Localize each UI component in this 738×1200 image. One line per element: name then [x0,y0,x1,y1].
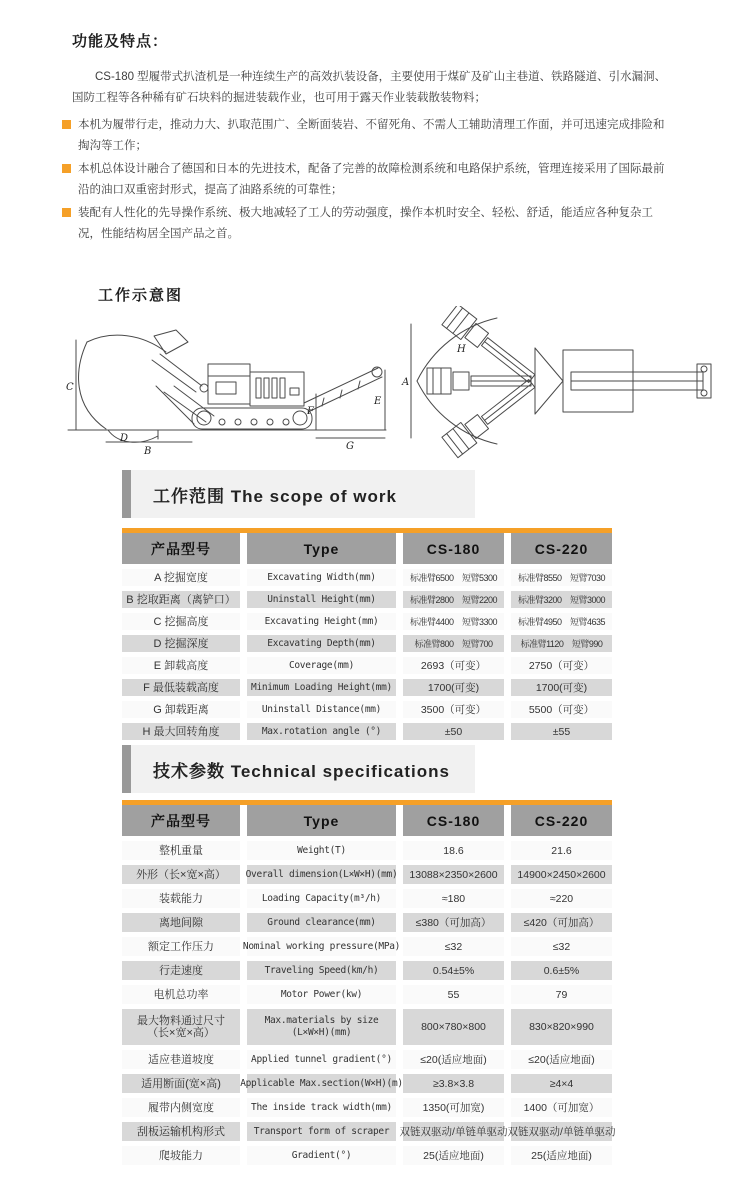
cs220-value: ≈220 [511,889,612,908]
cs220-value: 双链双驱动/单链单驱动 [511,1122,612,1141]
table-row [122,1050,612,1069]
table-row [122,889,612,908]
orange-square-bullet-icon [62,208,71,217]
features-list [72,115,670,245]
table-row [122,1146,612,1165]
table-row [122,961,612,980]
orange-square-bullet-icon [62,164,71,173]
col-header-cs180: CS-180 [403,533,504,564]
row-label: B 挖取距离（离铲口） [122,591,240,608]
dim-label-E: E [374,396,382,407]
cs220-value: ±55 [511,723,612,740]
table-row [122,635,612,652]
row-type: Uninstall Distance(mm) [247,701,396,718]
row-type: Gradient(°) [247,1146,396,1165]
feature-text: 装配有人性化的先导操作系统、极大地减轻了工人的劳动强度，操作本机时安全、轻松、舒适，能适应各种复杂工况，性能结构居全国产品之首。 [78,207,653,240]
dim-label-C: C [66,382,74,393]
cs180-value: ≈180 [403,889,504,908]
table-row [122,1098,612,1117]
specs-heading-text: 技术参数 Technical specifications [153,761,450,781]
row-type: Nominal working pressure(MPa) [247,937,396,956]
table-row [122,985,612,1004]
feature-item [72,159,670,201]
features-title: 功能及特点： [72,33,169,50]
feature-item [72,115,670,157]
table-row [122,937,612,956]
feature-text: 本机总体设计融合了德国和日本的先进技术，配备了完善的故障检测系统和电路保护系统，管理连接采用了国际最前沿的油口双重密封形式，提高了油路系统的可靠性； [78,163,665,196]
cs180-value: 双链双驱动/单链单驱动 [403,1122,504,1141]
cs220-value: 1700(可变) [511,679,612,696]
features-intro: CS-180 型履带式扒渣机是一种连续生产的高效扒装设备，主要使用于煤矿及矿山主巷道、铁路隧道、引水漏洞、国防工程等各种稀有矿石块料的掘进装载作业，也可用于露天作业装载散装物料； [72,71,667,104]
row-label: 行走速度 [122,961,240,980]
scope-table [122,528,612,740]
cs180-value: ≤32 [403,937,504,956]
table-row [122,613,612,630]
cs220-value: 5500（可变） [511,701,612,718]
cs180-value: ≤380（可加高） [403,913,504,932]
cs220-value: 21.6 [511,841,612,860]
cs220-value: 标准臂3200 短臂3000 [511,591,612,608]
cs180-value: 0.54±5% [403,961,504,980]
scope-section-heading [122,470,475,518]
row-type: Traveling Speed(km/h) [247,961,396,980]
feature-text: 本机为履带行走，推动力大、扒取范围广、全断面装岩、不留死角、不需人工辅助清理工作面，并可迅速完成排险和掏沟等工作； [78,119,665,152]
row-type-line: (L×W×H)(mm) [291,1027,352,1038]
row-type: Excavating Height(mm) [247,613,396,630]
table-row [122,841,612,860]
row-type: Minimum Loading Height(mm) [247,679,396,696]
cs220-value: ≤32 [511,937,612,956]
table-row [122,913,612,932]
dim-label-H: H [457,344,466,355]
table-row [122,1122,616,1141]
specs-table-header [122,805,612,836]
row-type [247,1009,396,1045]
row-type: Motor Power(kw) [247,985,396,1004]
row-label: D 挖掘深度 [122,635,240,652]
dim-label-B: B [144,446,152,457]
cs180-value: 标准臂2800 短臂2200 [403,591,504,608]
row-type: Excavating Depth(mm) [247,635,396,652]
table-row [122,569,612,586]
col-header-cs220: CS-220 [511,533,612,564]
orange-square-bullet-icon [62,120,71,129]
row-label: 适用断面(宽×高) [122,1074,240,1093]
working-diagrams [56,306,716,461]
cs220-value: 830×820×990 [511,1009,612,1045]
row-label-line: 最大物料通过尺寸 [137,1015,225,1027]
row-label: 适应巷道坡度 [122,1050,240,1069]
cs220-value: 标准臂1120 短臂990 [511,635,612,652]
row-label: H 最大回转角度 [122,723,240,740]
gray-bar-icon [122,745,131,793]
row-type: Transport form of scraper [247,1122,396,1141]
row-label: E 卸载高度 [122,657,240,674]
row-type: Ground clearance(mm) [247,913,396,932]
col-header-type: Type [247,805,396,836]
cs180-value: 标准臂6500 短臂5300 [403,569,504,586]
row-label: C 挖掘高度 [122,613,240,630]
row-type: Loading Capacity(m³/h) [247,889,396,908]
row-label-line: （长×宽×高） [147,1027,215,1039]
cs220-value: 标准臂8550 短臂7030 [511,569,612,586]
row-label: G 卸载距离 [122,701,240,718]
row-type: Uninstall Height(mm) [247,591,396,608]
table-row [122,723,612,740]
cs180-value: ≤20(适应地面) [403,1050,504,1069]
cs220-value: 标准臂4950 短臂4635 [511,613,612,630]
col-header-model: 产品型号 [122,533,240,564]
cs220-value: 14900×2450×2600 [511,865,612,884]
scope-table-header [122,533,612,564]
machine-top-view-diagram [401,306,716,461]
cs220-value: ≤420（可加高） [511,913,612,932]
row-label: 爬坡能力 [122,1146,240,1165]
col-header-cs220: CS-220 [511,805,612,836]
cs180-value: 标准臂4400 短臂3300 [403,613,504,630]
cs180-value: 3500（可变） [403,701,504,718]
row-type: Applicable Max.section(W×H)(m) [247,1074,396,1093]
row-type: The inside track width(mm) [247,1098,396,1117]
cs220-value: 0.6±5% [511,961,612,980]
dim-label-D: D [120,433,129,444]
dim-label-G: G [346,441,354,452]
table-row [122,679,612,696]
cs220-value: 2750（可变） [511,657,612,674]
col-header-cs180: CS-180 [403,805,504,836]
row-type: Excavating Width(mm) [247,569,396,586]
scope-heading-text: 工作范围 The scope of work [153,486,397,506]
cs180-value: ±50 [403,723,504,740]
table-row [122,1074,612,1093]
cs180-value: 18.6 [403,841,504,860]
dim-label-A: A [402,377,410,388]
row-type-line: Max.materials by size [264,1015,379,1026]
row-label: 电机总功率 [122,985,240,1004]
table-row [122,701,612,718]
cs180-value: 2693（可变） [403,657,504,674]
row-label: F 最低装载高度 [122,679,240,696]
specs-table [122,800,616,1165]
cs220-value: ≥4×4 [511,1074,612,1093]
row-type: Max.rotation angle (°) [247,723,396,740]
machine-side-view-diagram [56,306,391,461]
col-header-model: 产品型号 [122,805,240,836]
row-label: 装载能力 [122,889,240,908]
row-label [122,1009,240,1045]
cs220-value: ≤20(适应地面) [511,1050,612,1069]
cs180-value: 800×780×800 [403,1009,504,1045]
row-label: A 挖掘宽度 [122,569,240,586]
row-label: 履带内侧宽度 [122,1098,240,1117]
cs180-value: 标准臂800 短臂700 [403,635,504,652]
row-type: Weight(T) [247,841,396,860]
table-row [122,865,612,884]
cs180-value: 1350(可加宽) [403,1098,504,1117]
cs180-value: ≥3.8×3.8 [403,1074,504,1093]
row-label: 刮板运输机构形式 [122,1122,240,1141]
specs-table-rows [122,841,616,1165]
cs220-value: 1400（可加宽） [511,1098,612,1117]
row-label: 外形（长×宽×高） [122,865,240,884]
table-row [122,1009,612,1045]
cs180-value: 13088×2350×2600 [403,865,504,884]
specs-section-heading [122,745,475,793]
row-label: 离地间隙 [122,913,240,932]
col-header-type: Type [247,533,396,564]
table-row [122,591,612,608]
cs180-value: 25(适应地面) [403,1146,504,1165]
row-type: Overall dimension(L×W×H)(mm) [247,865,396,884]
scope-table-rows [122,569,612,740]
features-section [72,30,670,247]
row-label: 额定工作压力 [122,937,240,956]
cs220-value: 79 [511,985,612,1004]
cs180-value: 1700(可变) [403,679,504,696]
feature-item [72,203,670,245]
row-type: Applied tunnel gradient(°) [247,1050,396,1069]
row-label: 整机重量 [122,841,240,860]
diagram-title: 工作示意图 [98,287,184,304]
row-type: Coverage(mm) [247,657,396,674]
dim-label-F: F [307,406,314,417]
cs220-value: 25(适应地面) [511,1146,612,1165]
cs180-value: 55 [403,985,504,1004]
table-row [122,657,612,674]
gray-bar-icon [122,470,131,518]
